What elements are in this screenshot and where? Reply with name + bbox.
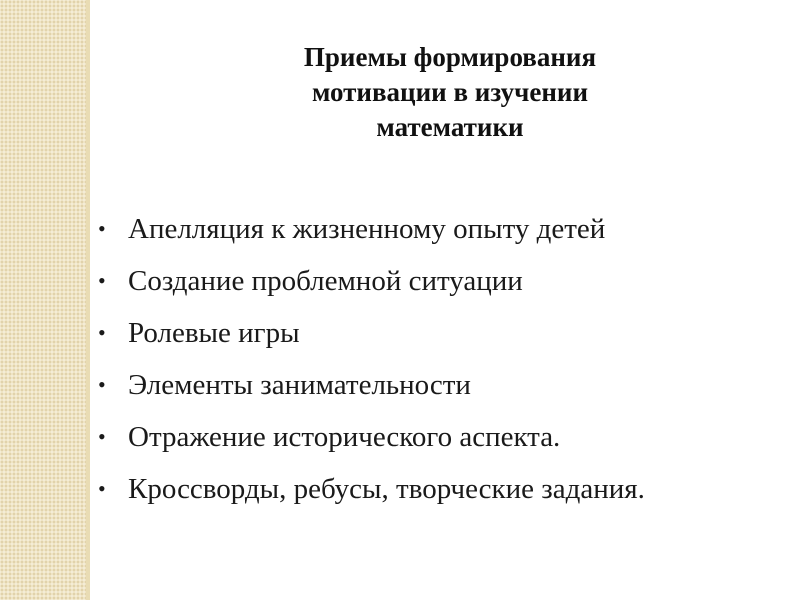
decorative-side-band: [0, 0, 86, 600]
bullet-icon: •: [98, 320, 106, 345]
list-item: [98, 417, 788, 469]
list-item-text: Апелляция к жизненному опыту детей: [128, 213, 606, 245]
list-item: [98, 469, 788, 521]
title-line: Приемы формирования: [303, 42, 597, 72]
title-line: мотивации в изучении: [311, 77, 589, 107]
list-item: [98, 365, 788, 417]
bullet-icon: •: [98, 216, 106, 241]
list-item-text: Отражение исторического аспекта.: [128, 421, 561, 453]
side-band-edge: [86, 0, 90, 600]
list-item-text: Элементы занимательности: [128, 369, 471, 401]
bullet-icon: •: [98, 268, 106, 293]
list-item: [98, 209, 788, 261]
list-item: [98, 313, 788, 365]
list-item-text: Создание проблемной ситуации: [128, 265, 523, 297]
bullet-icon: •: [98, 476, 106, 501]
slide-title: [200, 40, 700, 145]
title-line: математики: [376, 112, 524, 142]
bullet-icon: •: [98, 372, 106, 397]
list-item-text: Ролевые игры: [128, 317, 300, 349]
bullet-icon: •: [98, 424, 106, 449]
bullet-list: [98, 209, 788, 521]
list-item-text: Кроссворды, ребусы, творческие задания.: [128, 473, 645, 505]
list-item: [98, 261, 788, 313]
